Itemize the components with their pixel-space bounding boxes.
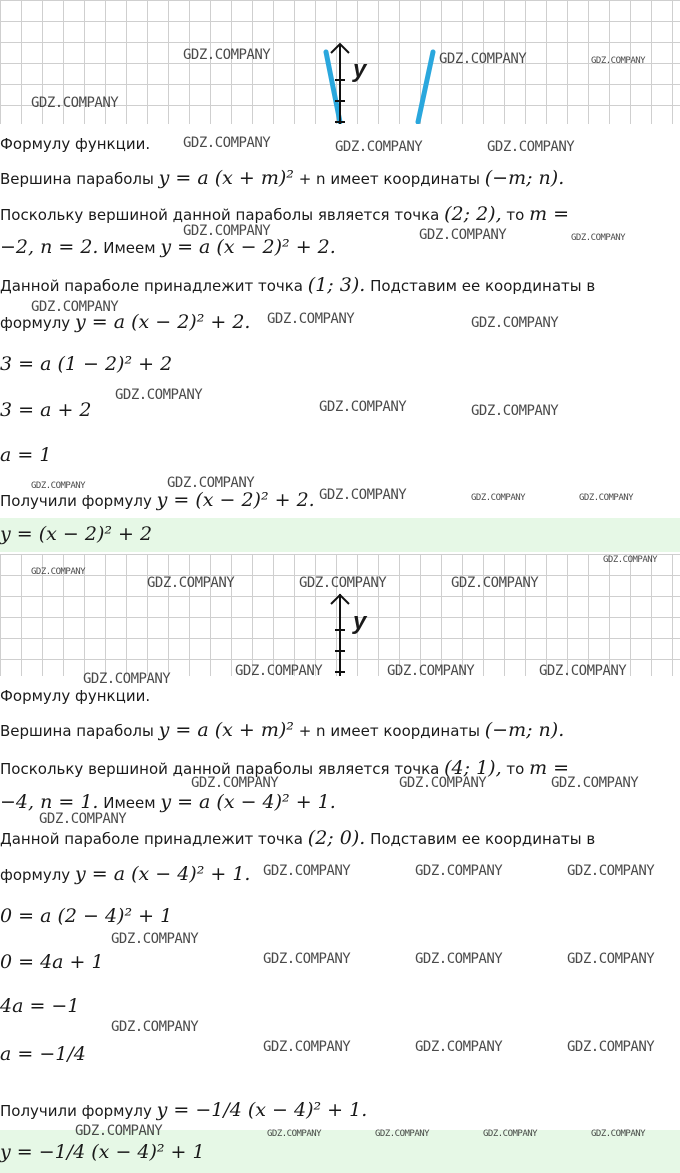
watermark: GDZ.COMPANY <box>111 1019 199 1035</box>
y-axis-label: y <box>353 608 367 635</box>
watermark: GDZ.COMPANY <box>319 399 407 415</box>
watermark: GDZ.COMPANY <box>419 227 507 243</box>
watermark: GDZ.COMPANY <box>31 481 86 491</box>
watermark: GDZ.COMPANY <box>451 575 539 591</box>
p1-eq3: a = 1 <box>0 444 52 466</box>
watermark: GDZ.COMPANY <box>31 299 119 315</box>
p1-vertex-line: Вершина параболы y = a (x + m)² + n имеет координаты (−m; n). <box>0 167 565 189</box>
watermark: GDZ.COMPANY <box>183 47 271 63</box>
watermark: GDZ.COMPANY <box>235 663 323 679</box>
watermark: GDZ.COMPANY <box>111 931 199 947</box>
watermark: GDZ.COMPANY <box>567 863 655 879</box>
graph-2-plot <box>0 554 680 676</box>
watermark: GDZ.COMPANY <box>267 311 355 327</box>
watermark: GDZ.COMPANY <box>299 575 387 591</box>
p1-line5: Данной параболе принадлежит точка (1; 3). Подставим ее координаты в <box>0 274 596 296</box>
parabola-right-branch <box>418 52 433 122</box>
p2-result: Получили формулу y = −1/4 (x − 4)² + 1. <box>0 1099 368 1121</box>
y-axis-label: y <box>353 56 367 83</box>
watermark: GDZ.COMPANY <box>439 51 527 67</box>
watermark: GDZ.COMPANY <box>415 951 503 967</box>
p2-heading: Формулу функции. <box>0 687 151 705</box>
watermark: GDZ.COMPANY <box>591 56 646 66</box>
watermark: GDZ.COMPANY <box>375 1129 430 1139</box>
graph-2 <box>0 554 680 676</box>
watermark: GDZ.COMPANY <box>83 671 171 687</box>
watermark: GDZ.COMPANY <box>75 1123 163 1139</box>
watermark: GDZ.COMPANY <box>183 223 271 239</box>
watermark: GDZ.COMPANY <box>415 1039 503 1055</box>
watermark: GDZ.COMPANY <box>571 233 626 243</box>
p1-answer: y = (x − 2)² + 2 <box>0 523 153 545</box>
p1-heading: Формулу функции. <box>0 135 151 153</box>
watermark: GDZ.COMPANY <box>263 1039 351 1055</box>
watermark: GDZ.COMPANY <box>387 663 475 679</box>
watermark: GDZ.COMPANY <box>267 1129 322 1139</box>
watermark: GDZ.COMPANY <box>487 139 575 155</box>
watermark: GDZ.COMPANY <box>551 775 639 791</box>
p2-line5: Данной параболе принадлежит точка (2; 0). Подставим ее координаты в <box>0 827 596 849</box>
watermark: GDZ.COMPANY <box>147 575 235 591</box>
watermark: GDZ.COMPANY <box>263 951 351 967</box>
watermark: GDZ.COMPANY <box>591 1129 646 1139</box>
p1-answer-band <box>0 518 680 552</box>
watermark: GDZ.COMPANY <box>115 387 203 403</box>
watermark: GDZ.COMPANY <box>471 493 526 503</box>
watermark: GDZ.COMPANY <box>167 475 255 491</box>
watermark: GDZ.COMPANY <box>471 315 559 331</box>
p2-eq4: a = −1/4 <box>0 1043 86 1065</box>
p1-result: Получили формулу y = (x − 2)² + 2. <box>0 489 315 511</box>
p1-line4: −2, n = 2. Имеем y = a (x − 2)² + 2. <box>0 236 336 258</box>
watermark: GDZ.COMPANY <box>579 493 634 503</box>
watermark: GDZ.COMPANY <box>539 663 627 679</box>
p2-eq1: 0 = a (2 − 4)² + 1 <box>0 905 173 927</box>
watermark: GDZ.COMPANY <box>39 811 127 827</box>
p1-line6: формулу y = a (x − 2)² + 2. <box>0 311 251 333</box>
p1-line3: Поскольку вершиной данной параболы является точка (2; 2), то m = <box>0 203 570 225</box>
watermark: GDZ.COMPANY <box>319 487 407 503</box>
watermark: GDZ.COMPANY <box>415 863 503 879</box>
watermark: GDZ.COMPANY <box>263 863 351 879</box>
p1-eq1: 3 = a (1 − 2)² + 2 <box>0 353 173 375</box>
watermark: GDZ.COMPANY <box>31 95 119 111</box>
watermark: GDZ.COMPANY <box>483 1129 538 1139</box>
watermark: GDZ.COMPANY <box>471 403 559 419</box>
p1-eq2: 3 = a + 2 <box>0 399 92 421</box>
watermark: GDZ.COMPANY <box>567 1039 655 1055</box>
parabola-left-branch <box>326 52 340 122</box>
watermark: GDZ.COMPANY <box>335 139 423 155</box>
p2-eq3: 4a = −1 <box>0 995 80 1017</box>
watermark: GDZ.COMPANY <box>31 567 86 577</box>
p2-vertex-line: Вершина параболы y = a (x + m)² + n имеет координаты (−m; n). <box>0 719 565 741</box>
p2-line3: Поскольку вершиной данной параболы является точка (4; 1), то m = <box>0 757 570 779</box>
p2-answer: y = −1/4 (x − 4)² + 1 <box>0 1141 205 1163</box>
watermark: GDZ.COMPANY <box>567 951 655 967</box>
watermark: GDZ.COMPANY <box>191 775 279 791</box>
p2-line6: формулу y = a (x − 4)² + 1. <box>0 863 251 885</box>
watermark: GDZ.COMPANY <box>399 775 487 791</box>
p2-line4: −4, n = 1. Имеем y = a (x − 4)² + 1. <box>0 791 336 813</box>
watermark: GDZ.COMPANY <box>183 135 271 151</box>
watermark: GDZ.COMPANY <box>603 555 658 565</box>
p2-eq2: 0 = 4a + 1 <box>0 951 104 973</box>
